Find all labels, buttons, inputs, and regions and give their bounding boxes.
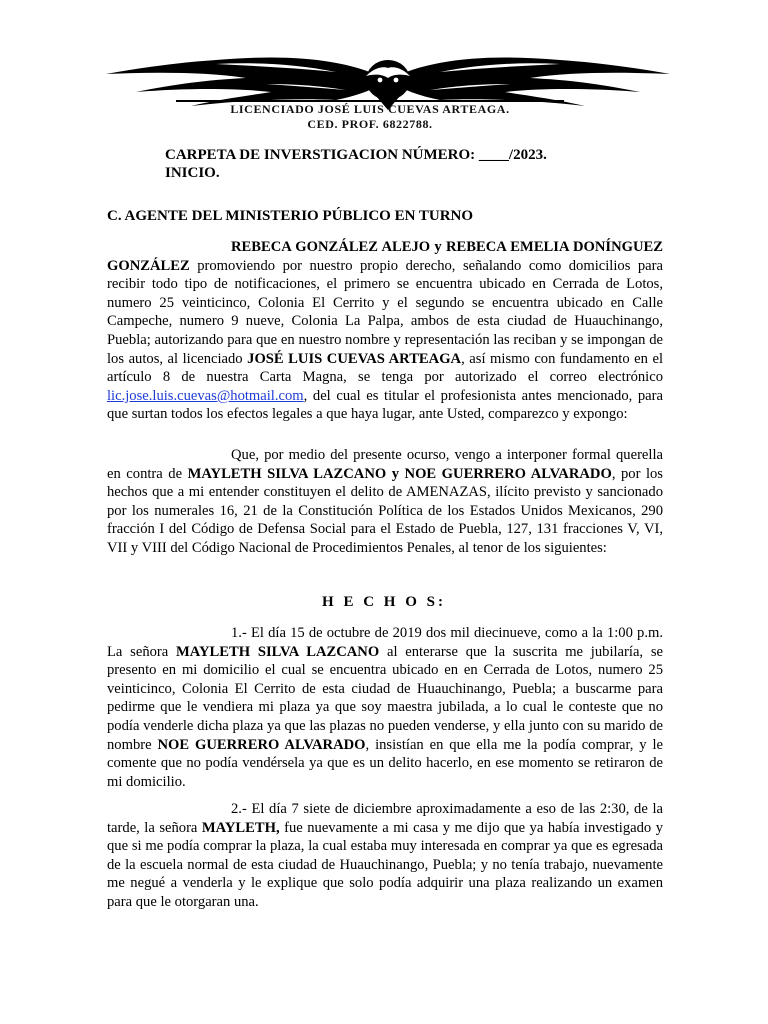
paragraph-text: promoviendo por nuestro propio derecho, señalando como domicilios para recibir todo tipo de notificaciones, el primero se encuentra ubicado en Cerrada de Lotos, numero 25 veinticinco, Colonia El Cerrito y el segundo se encuentra ubicado en Calle Campeche, numero 9 nueve, Colonia La Palpa, ambos de esta ciudad de Huauchinango, Puebla; autorizando para que en nuestro nombre y representación las reciban y se impongan de los autos, al licenciado [107, 257, 663, 367]
case-status: INICIO. [165, 165, 220, 181]
letterhead-cedula: CED. PROF. 6822788. [307, 117, 433, 131]
hechos-title: H E C H O S: [322, 594, 446, 610]
name-mayleth-short: MAYLETH, [201, 819, 280, 836]
petitioner-names: REBECA GONZÁLEZ ALEJO y REBECA EMELIA DONÍNGUEZ GONZÁLEZ [107, 239, 663, 274]
paragraph-text: al enterarse que la suscrita me jubilaría, se presento en mi domicilio el cual se encuentra ubicado en en Cerrada de Lotos, numero 25 veinticinco, Colonia El Cerrito de esta ciudad de Huauchinango, Puebla; a buscarme para pedirme que le vendiera mi plaza ya que soy maestra jubilada, a lo cual le conteste que no podía venderle dicha plaza ya que las plazas no pueden venderse, y ella junto con su marido de nombre [107, 643, 664, 753]
name-noe: NOE GUERRERO ALVARADO [157, 736, 366, 753]
letterhead-name: LICENCIADO JOSÉ LUIS CUEVAS ARTEAGA. [230, 102, 510, 116]
paragraph-text: fue nuevamente a mi casa y me dijo que ya había investigado y que si me podía comprar la plaza, la cual estaba muy interesada en comprar ya que es egresada de la escuela normal de esta ciudad de Huauchinango, Puebla; y no tenía trabajo, nuevamente me negué a venderla y le explique que solo podía adquirir una plaza realizando un examen para que le otorgaran una. [107, 819, 663, 910]
addressee: C. AGENTE DEL MINISTERIO PÚBLICO EN TURNO [107, 208, 474, 224]
paragraph-text: , del cual es titular el profesionista antes mencionado, para que surtan todos los efectos legales a que haya lugar, ante Usted, comparezco y expongo: [107, 387, 663, 423]
accused-names: MAYLETH SILVA LAZCANO y NOE GUERRERO ALVARADO [187, 465, 612, 482]
paragraph-text: Que, por medio del presente ocurso, vengo a interponer formal querella en contra de [107, 447, 663, 482]
name-mayleth: MAYLETH SILVA LAZCANO [176, 643, 380, 660]
paragraph-text: , insistían en que ella me la podía comprar, y le comente que no podía vendérsela ya que es un delito hacerlo, en ese momento se retiraron de mi domicilio. [107, 736, 663, 790]
paragraph-text: 1.- El día 15 de octubre de 2019 dos mil diecinueve, como a la 1:00 p.m. La señora [107, 625, 663, 660]
paragraph-text: , por los hechos que a mi entender constituyen el delito de AMENAZAS, ilícito previsto y sancionado por los numerales 16, 21 de la Constitución Política de los Estados Unidos Mexicanos, 290 fracción I del Código de Defensa Social para el Estado de Puebla, 127, 131 fracciones V, VI, VII y VIII del Código Nacional de Procedimientos Penales, al tenor de los siguientes: [107, 465, 663, 556]
letterhead [150, 100, 590, 132]
paragraph-complaint [107, 446, 663, 558]
fact-2 [107, 800, 663, 912]
email-link[interactable]: lic.jose.luis.cuevas@hotmail.com [107, 387, 304, 404]
paragraph-text: 2.- El día 7 siete de diciembre aproximadamente a eso de las 2:30, de la tarde, la señora [107, 801, 663, 836]
lawyer-name: JOSÉ LUIS CUEVAS ARTEAGA [247, 350, 462, 367]
fact-1 [107, 624, 663, 791]
case-number: CARPETA DE INVERSTIGACION NÚMERO: ____/2023. [165, 147, 547, 163]
paragraph-petitioners [107, 238, 663, 424]
paragraph-text: , así mismo con fundamento en el artículo 8 de nuestra Carta Magna, se tenga por autorizado el correo electrónico [107, 350, 664, 386]
